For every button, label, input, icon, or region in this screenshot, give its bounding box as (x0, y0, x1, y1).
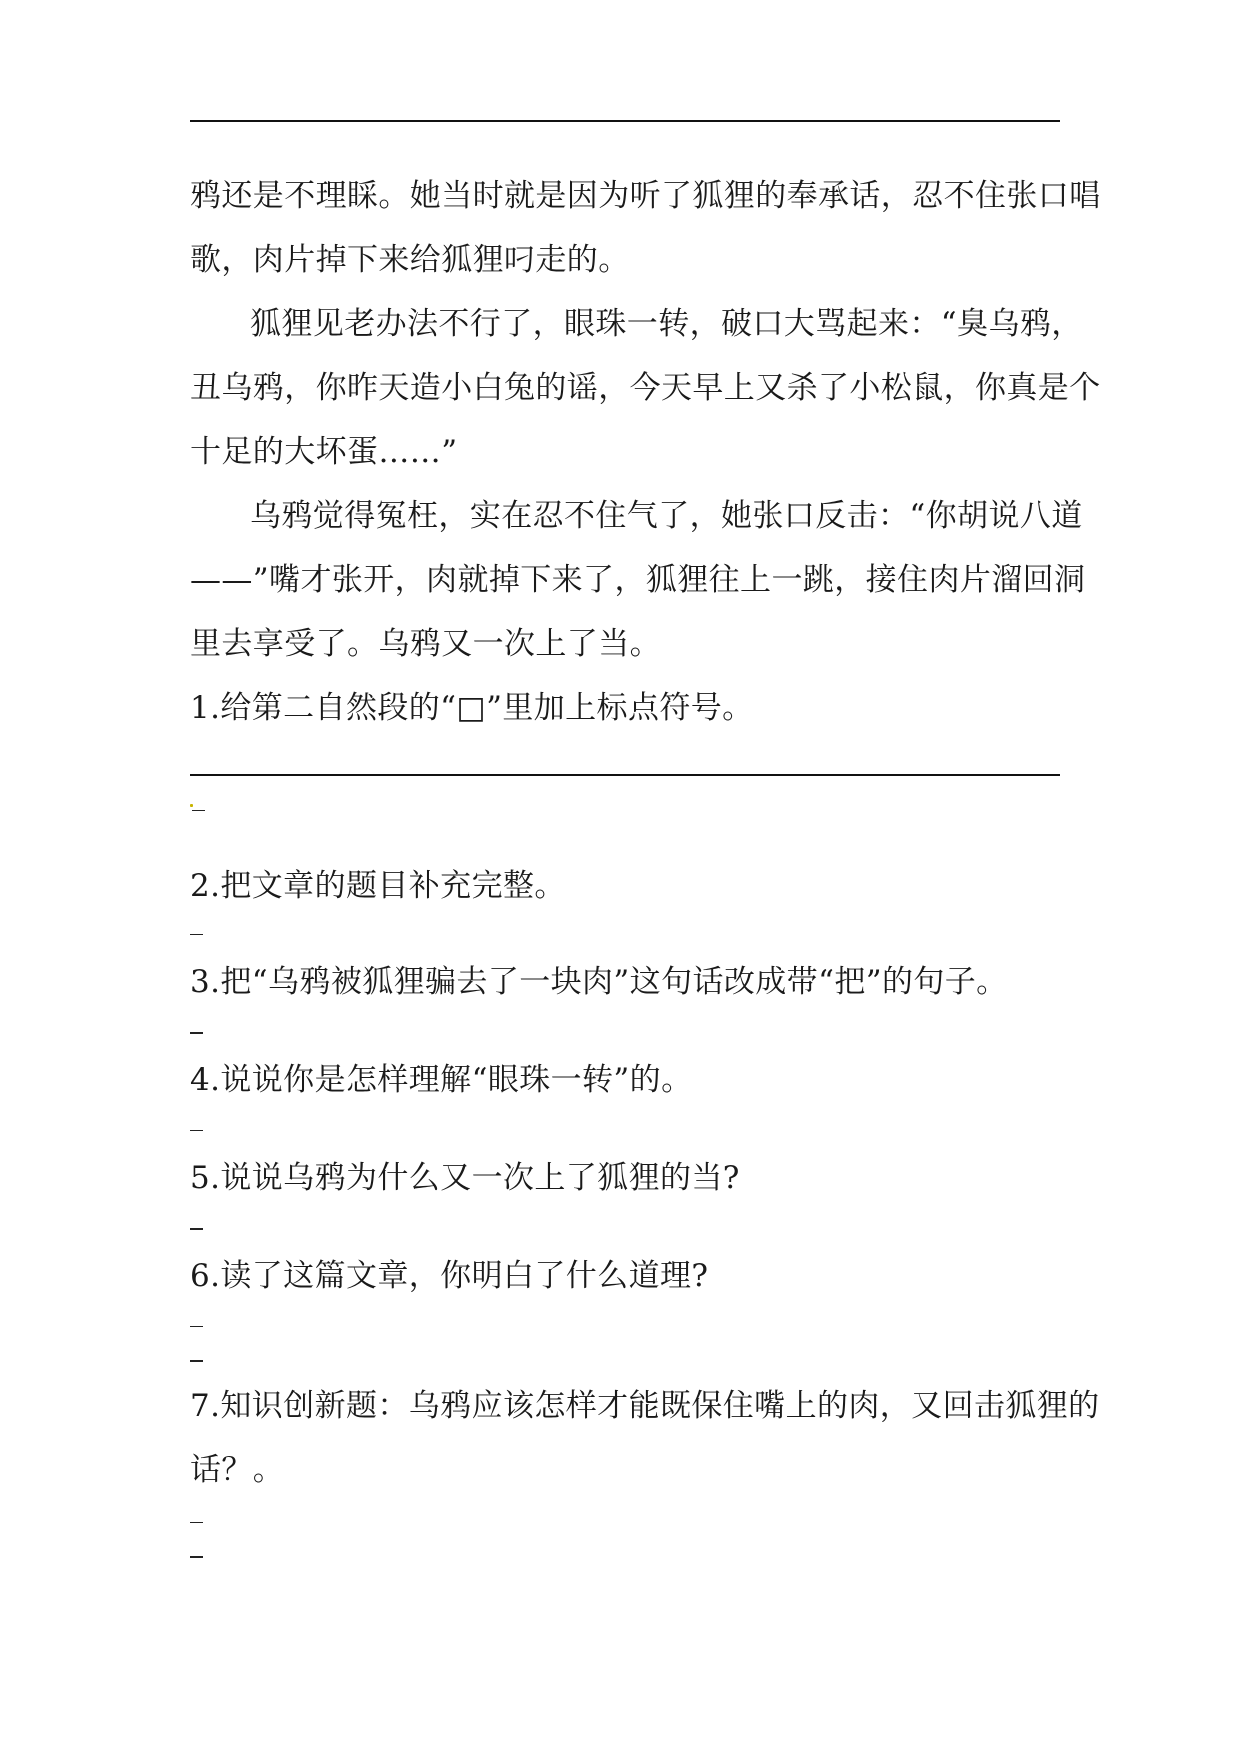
answer-blank[interactable] (192, 810, 205, 811)
answer-blank[interactable] (190, 1228, 203, 1230)
question-4: 4.说说你是怎样理解“眼珠一转”的。 (190, 1062, 693, 1098)
paragraph-line: 歌，肉片掉下来给狐狸叼走的。 (190, 242, 630, 278)
answer-blank[interactable] (190, 1032, 203, 1034)
mark-dot (190, 804, 193, 807)
question-3: 3.把“乌鸦被狐狸骗去了一块肉”这句话改成带“把”的句子。 (190, 964, 1008, 1000)
question-7-continued: 话？。 (190, 1452, 285, 1488)
question-6: 6.读了这篇文章，你明白了什么道理? (190, 1258, 709, 1294)
answer-blank[interactable] (190, 934, 203, 935)
paragraph-line: 丑乌鸦，你昨天造小白兔的谣，今天早上又杀了小松鼠，你真是个 (190, 370, 1101, 406)
answer-blank[interactable] (190, 1326, 203, 1327)
answer-blank[interactable] (190, 1130, 203, 1131)
paragraph-line: 里去享受了。乌鸦又一次上了当。 (190, 626, 661, 662)
answer-blank[interactable] (190, 1556, 203, 1558)
question-7: 7.知识创新题：乌鸦应该怎样才能既保住嘴上的肉，又回击狐狸的 (190, 1388, 1100, 1424)
question-2: 2.把文章的题目补充完整。 (190, 868, 566, 904)
paragraph-line: ——”嘴才张开，肉就掉下来了，狐狸往上一跳，接住肉片溜回洞 (190, 562, 1086, 598)
answer-blank[interactable] (190, 1522, 203, 1523)
answer-blank[interactable] (190, 1360, 203, 1362)
paragraph-line: 狐狸见老办法不行了，眼珠一转，破口大骂起来：“臭乌鸦， (250, 306, 1083, 342)
paragraph-line: 十足的大坏蛋……” (190, 434, 458, 470)
paragraph-line: 鸦还是不理睬。她当时就是因为听了狐狸的奉承话，忍不住张口唱 (190, 178, 1101, 214)
paragraph-line: 乌鸦觉得冤枉，实在忍不住气了，她张口反击：“你胡说八道 (250, 498, 1083, 534)
top-rule (190, 120, 1060, 122)
section-rule (190, 774, 1060, 776)
question-1: 1.给第二自然段的“□”里加上标点符号。 (190, 690, 754, 726)
question-5: 5.说说乌鸦为什么又一次上了狐狸的当? (190, 1160, 740, 1196)
